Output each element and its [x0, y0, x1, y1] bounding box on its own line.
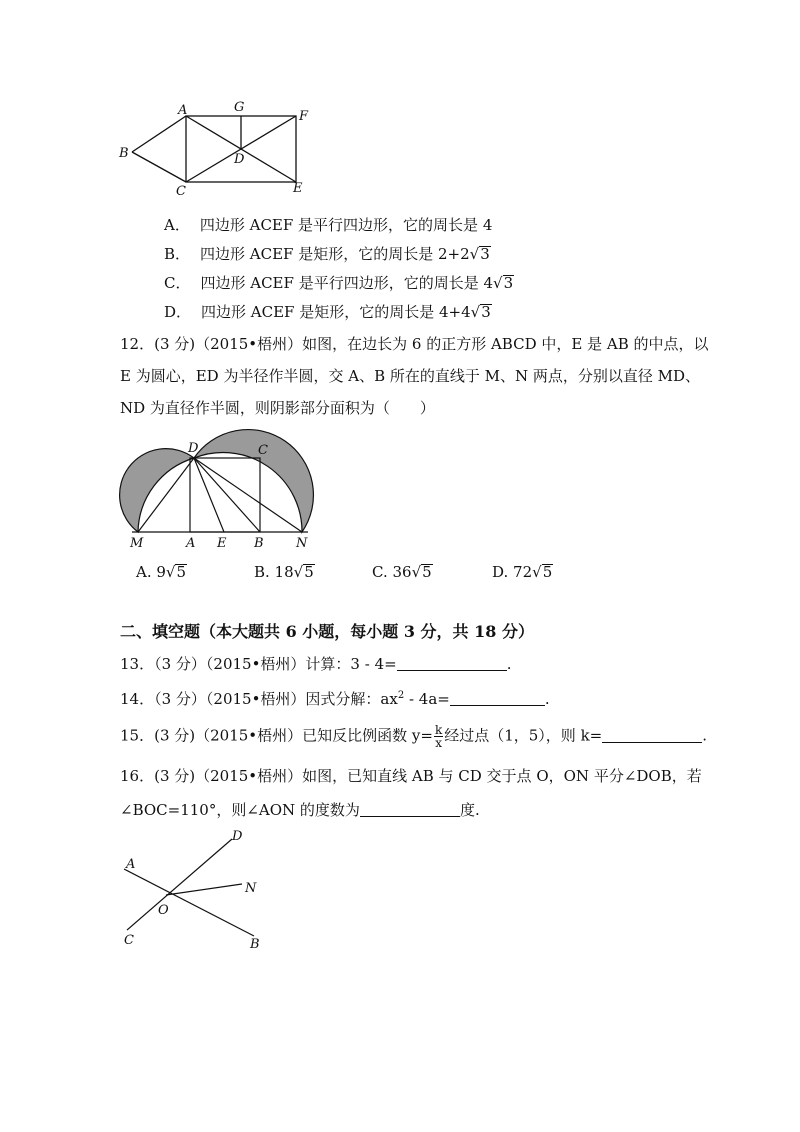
fig3-label-b: B	[250, 937, 260, 952]
fig3-label-d: D	[232, 829, 243, 844]
fig3-label-o: O	[158, 903, 169, 918]
fig1-label-a: A	[178, 103, 188, 118]
figure-acef	[110, 96, 330, 200]
fig2-label-c: C	[258, 443, 268, 458]
q14-line: 14．（3 分）（2015•梧州）因式分解：$ax^2 - 4a=$ .	[120, 690, 550, 708]
fig1-label-b: B	[119, 146, 129, 161]
fig2-label-n: N	[296, 536, 308, 550]
fig1-label-e: E	[293, 181, 303, 196]
fig2-label-d: D	[188, 441, 199, 456]
sqrt-symbol: √3	[493, 274, 514, 292]
sqrt-symbol: √5	[532, 563, 553, 581]
q11-option-a: A． 四边形 ACEF 是平行四边形，它的周长是 4	[164, 216, 493, 234]
q16-line-1: 16．(3 分)（2015•梧州）如图，已知直线 AB 与 CD 交于点 O，ON 平分∠DOB，若	[120, 767, 702, 785]
sqrt-symbol: √3	[469, 245, 490, 263]
answer-blank	[397, 656, 507, 671]
q15-line: 15．(3 分)（2015•梧州）已知反比例函数 y= $\frac{k}{x}$ 经过点（1，5），则 k= .	[120, 723, 708, 750]
fig1-label-f: F	[299, 109, 309, 124]
q12-option-d: D. 72√5	[492, 563, 553, 581]
q12-line-1: 12．(3 分)（2015•梧州）如图，在边长为 6 的正方形 ABCD 中，E 是 AB 的中点，以	[120, 335, 709, 353]
q12-line-2: E 为圆心，ED 为半径作半圆，交 A、B 所在的直线于 M、N 两点，分别以直径 MD、	[120, 367, 701, 385]
q13-line: 13．（3 分）（2015•梧州）计算：3 - 4= .	[120, 655, 512, 673]
sqrt-symbol: √5	[411, 563, 432, 581]
q11-option-b: B． 四边形 ACEF 是矩形，它的周长是 2+2√3	[164, 245, 490, 263]
q12-option-c: C. 36√5	[372, 563, 432, 581]
q12-option-b: B. 18√5	[254, 563, 314, 581]
sqrt-symbol: √3	[470, 303, 491, 321]
q11-option-d: D． 四边形 ACEF 是矩形，它的周长是 4+4√3	[164, 303, 491, 321]
figure-intersecting-lines	[114, 826, 274, 952]
sqrt-symbol: √5	[293, 563, 314, 581]
fig2-label-a: A	[186, 536, 196, 550]
fig3-label-n: N	[245, 881, 257, 896]
figure-shaded-semicircles	[112, 428, 322, 550]
q12-option-a: A. 9√5	[136, 563, 187, 581]
sqrt-symbol: √5	[165, 563, 187, 581]
fig2-label-e: E	[217, 536, 227, 550]
fig2-label-m: M	[130, 536, 144, 550]
fig3-label-a: A	[126, 857, 136, 872]
fraction-k-over-x: $\frac{k}{x}$	[434, 723, 443, 750]
fig1-label-c: C	[176, 184, 186, 199]
q16-line-2: ∠BOC=110°，则∠AON 的度数为 度.	[120, 801, 480, 819]
fig2-label-b: B	[254, 536, 264, 550]
fig1-label-d: D	[234, 152, 245, 167]
answer-blank	[450, 691, 545, 706]
answer-blank	[360, 802, 460, 817]
answer-blank	[602, 728, 702, 743]
q11-option-c: C． 四边形 ACEF 是平行四边形，它的周长是 4√3	[164, 274, 514, 292]
fig1-label-g: G	[234, 100, 245, 115]
fig3-label-c: C	[124, 933, 134, 948]
q12-line-3: ND 为直径作半圆，则阴影部分面积为（ ）	[120, 399, 435, 417]
section-heading-fill-in: 二、填空题（本大题共 6 小题，每小题 3 分，共 18 分）	[120, 622, 534, 641]
